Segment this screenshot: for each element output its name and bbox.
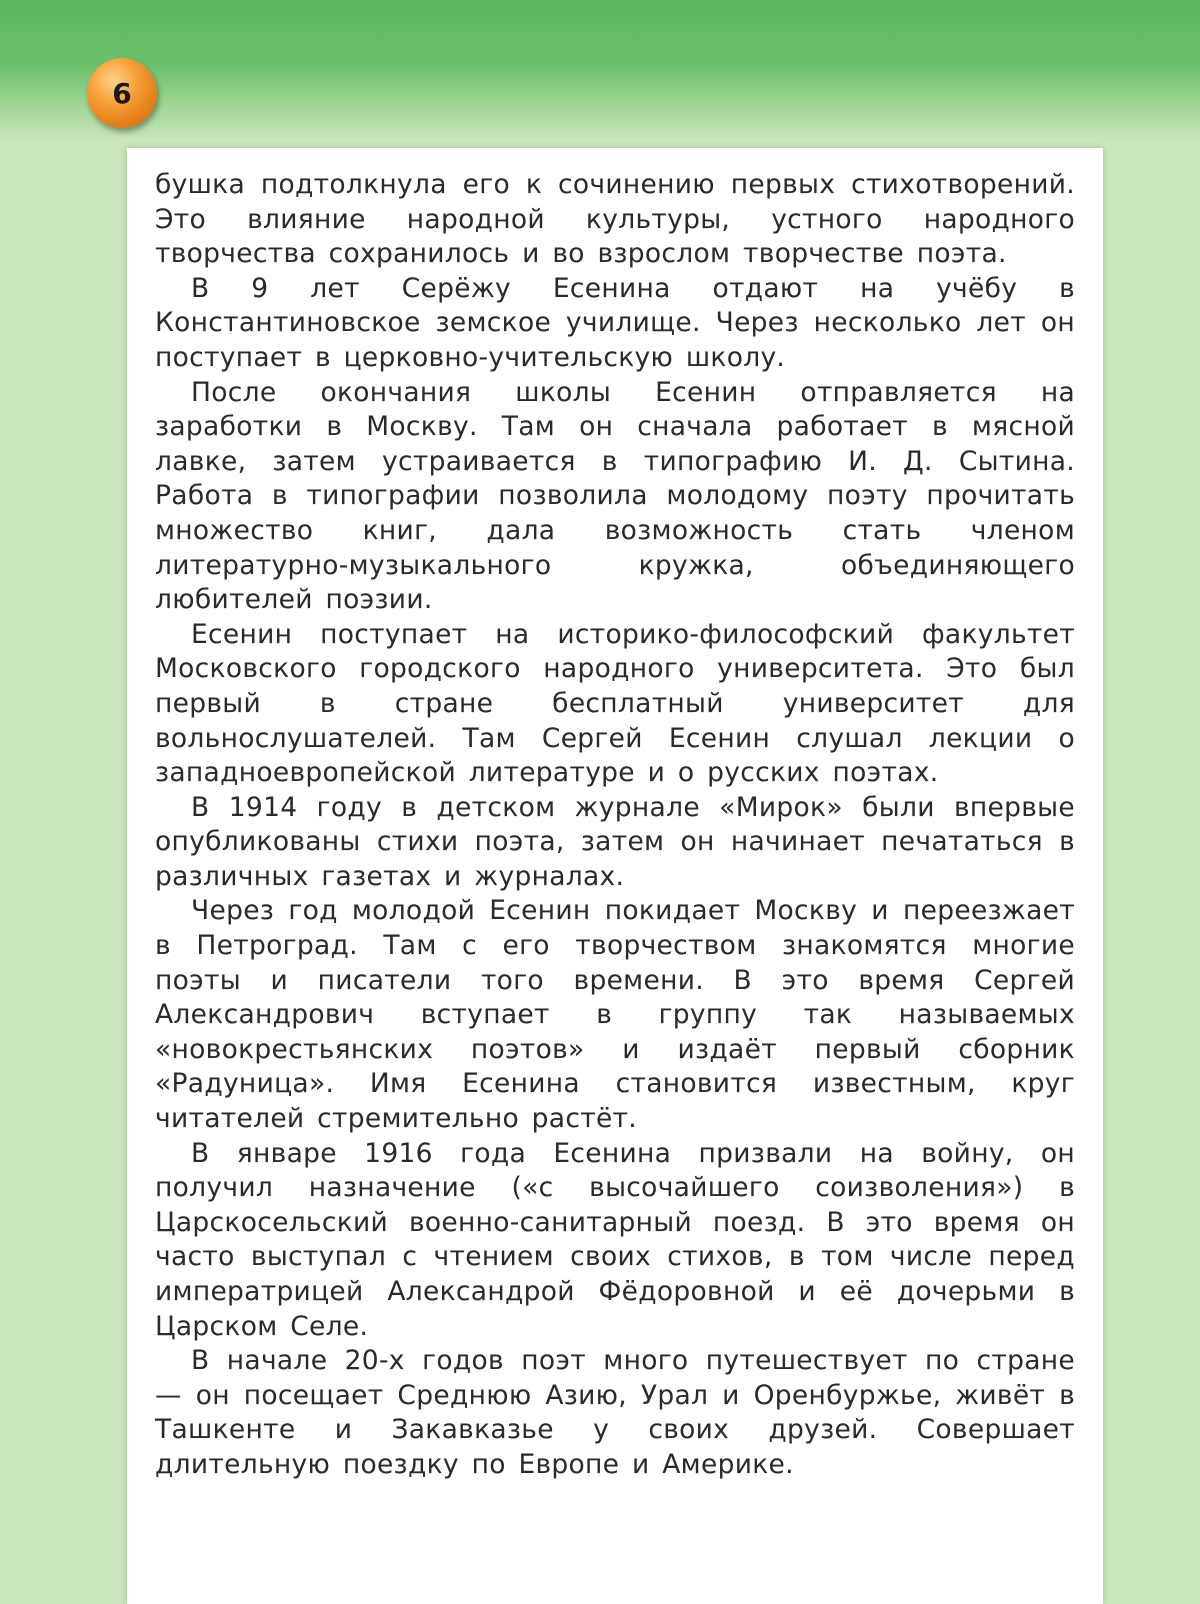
paragraph-2: В 9 лет Серёжу Есенина отдают на учёбу в Константиновское земское училище. Через несколько лет он поступает в церковно-учительскую школу. — [155, 272, 1075, 373]
page-number-badge — [87, 58, 157, 128]
paragraph-4: Есенин поступает на историко-философский факультет Московского городского народного университета. Это был первый в стране бесплатный университет для вольнослушателей. Там Сергей Есенин слушал лекции о западноевропейской литературе и о русских поэтах. — [155, 618, 1075, 789]
paragraph-8: В начале 20-х годов поэт много путешествует по стране — он посещает Среднюю Азию, Урал и Оренбуржье, живёт в Ташкенте и Закавказье у своих друзей. Совершает длительную поездку по Европе и Америке. — [155, 1345, 1075, 1480]
paragraph-5: В 1914 году в детском журнале «Мирок» были впервые опубликованы стихи поэта, затем он начинает печататься в различных газетах и журналах. — [155, 791, 1075, 892]
paragraph-1: бушка подтолкнула его к сочинению первых стихотворений. Это влияние народной культуры, устного народного творчества сохранилось и во взрослом творчестве поэта. — [155, 169, 1075, 270]
paragraph-6: Через год молодой Есенин покидает Москву и переезжает в Петроград. Там с его творчеством знакомятся многие поэты и писатели того времени. В это время Сергей Александрович вступает в группу так называемых «новокрестьянских поэтов» и издаёт первый сборник «Радуница». Имя Есенина становится известным, круг читателей стремительно растёт. — [155, 895, 1075, 1135]
paragraph-7: В январе 1916 года Есенина призвали на войну, он получил назначение («с высочайшего соизволения») в Царскосельский военно-санитарный поезд. В это время он часто выступал с чтением своих стихов, в том числе перед императрицей Александрой Фёдоровной и её дочерьми в Царском Селе. — [155, 1137, 1075, 1342]
paragraph-3: После окончания школы Есенин отправляется на заработки в Москву. Там он сначала работает в мясной лавке, затем устраивается в типографию И. Д. Сытина. Работа в типографии позволила молодому поэту прочитать множество книг, дала возможность стать членом литературно-музыкального кружка, объединяющего любителей поэзии. — [155, 376, 1075, 616]
article-body — [155, 168, 1075, 1483]
header-band — [0, 0, 1200, 140]
page-number: 6 — [112, 76, 132, 110]
